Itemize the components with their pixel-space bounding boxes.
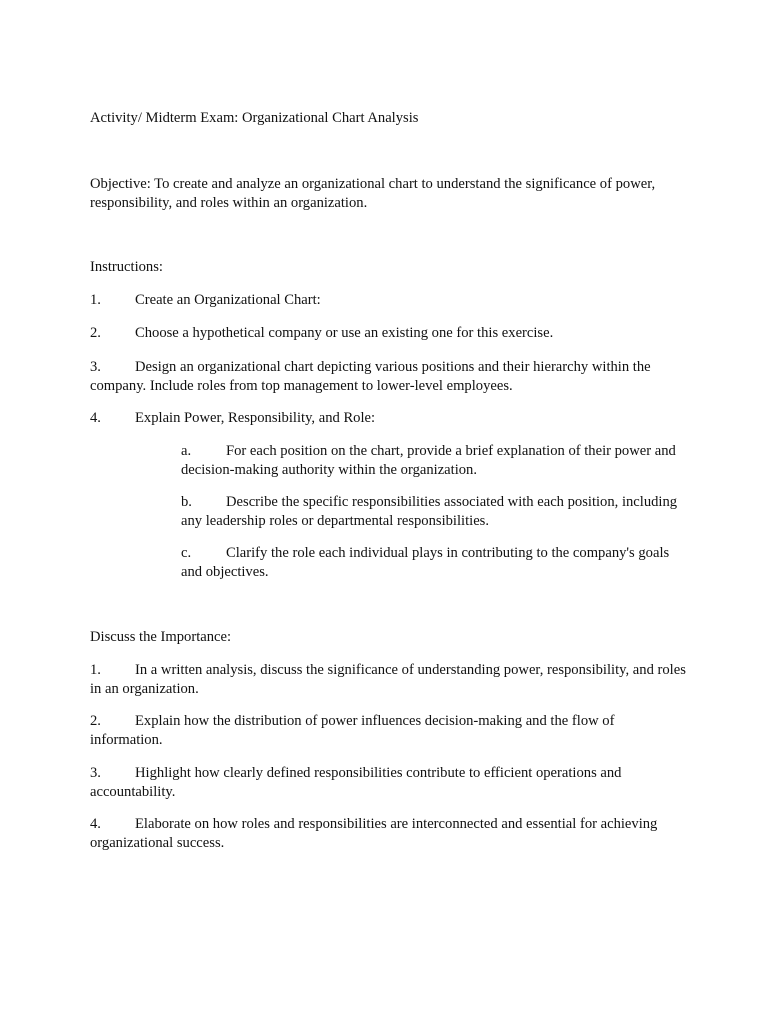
instruction-item-number: 4. (90, 410, 101, 426)
instructions-heading: Instructions: (90, 259, 163, 275)
instruction-item-number: 2. (90, 325, 101, 341)
document-title: Activity/ Midterm Exam: Organizational Chart Analysis (90, 110, 419, 126)
importance-item (90, 815, 690, 852)
instruction-subitem-letter: a. (181, 443, 192, 459)
importance-item (90, 661, 690, 698)
instruction-subitem-letter: b. (181, 494, 192, 510)
importance-heading: Discuss the Importance: (90, 629, 232, 645)
importance-item-text: Highlight how clearly defined responsibilities contribute to efficient operations and accountability. (90, 765, 622, 800)
importance-item-text: Elaborate on how roles and responsibilities are interconnected and essential for achieving organizational success. (90, 816, 658, 851)
instruction-subitem (181, 544, 681, 581)
importance-item (90, 712, 690, 749)
instruction-subitem-letter: c. (181, 545, 192, 561)
instruction-item (90, 409, 690, 428)
instruction-item-text: Explain Power, Responsibility, and Role: (135, 410, 376, 426)
instruction-subitem (181, 442, 681, 479)
instruction-item-text: Design an organizational chart depicting various positions and their hierarchy within the company. Include roles from top management to lower-level employees. (90, 359, 651, 394)
importance-item-number: 3. (90, 765, 101, 781)
instruction-item (90, 324, 690, 343)
instruction-item-number: 1. (90, 292, 101, 308)
instruction-subitem (181, 493, 681, 530)
instruction-item (90, 291, 690, 310)
importance-item-text: Explain how the distribution of power influences decision-making and the flow of information. (90, 713, 615, 748)
importance-item-number: 2. (90, 713, 101, 729)
importance-item-number: 4. (90, 816, 101, 832)
importance-item (90, 764, 690, 801)
importance-item-text: In a written analysis, discuss the significance of understanding power, responsibility, and roles in an organization. (90, 662, 686, 697)
importance-item-number: 1. (90, 662, 101, 678)
instruction-item (90, 358, 690, 395)
instruction-item-text: Create an Organizational Chart: (135, 292, 321, 308)
instruction-item-text: Choose a hypothetical company or use an existing one for this exercise. (135, 325, 554, 341)
instruction-subitem-text: Describe the specific responsibilities associated with each position, including any leadership roles or departmental responsibilities. (181, 494, 678, 529)
instruction-item-number: 3. (90, 359, 101, 375)
objective-paragraph: Objective: To create and analyze an organizational chart to understand the significance of power, responsibility, and roles within an organization. (90, 176, 656, 211)
instruction-subitem-text: For each position on the chart, provide a brief explanation of their power and decision-making authority within the organization. (181, 443, 676, 478)
instruction-subitem-text: Clarify the role each individual plays in contributing to the company's goals and objectives. (181, 545, 670, 580)
